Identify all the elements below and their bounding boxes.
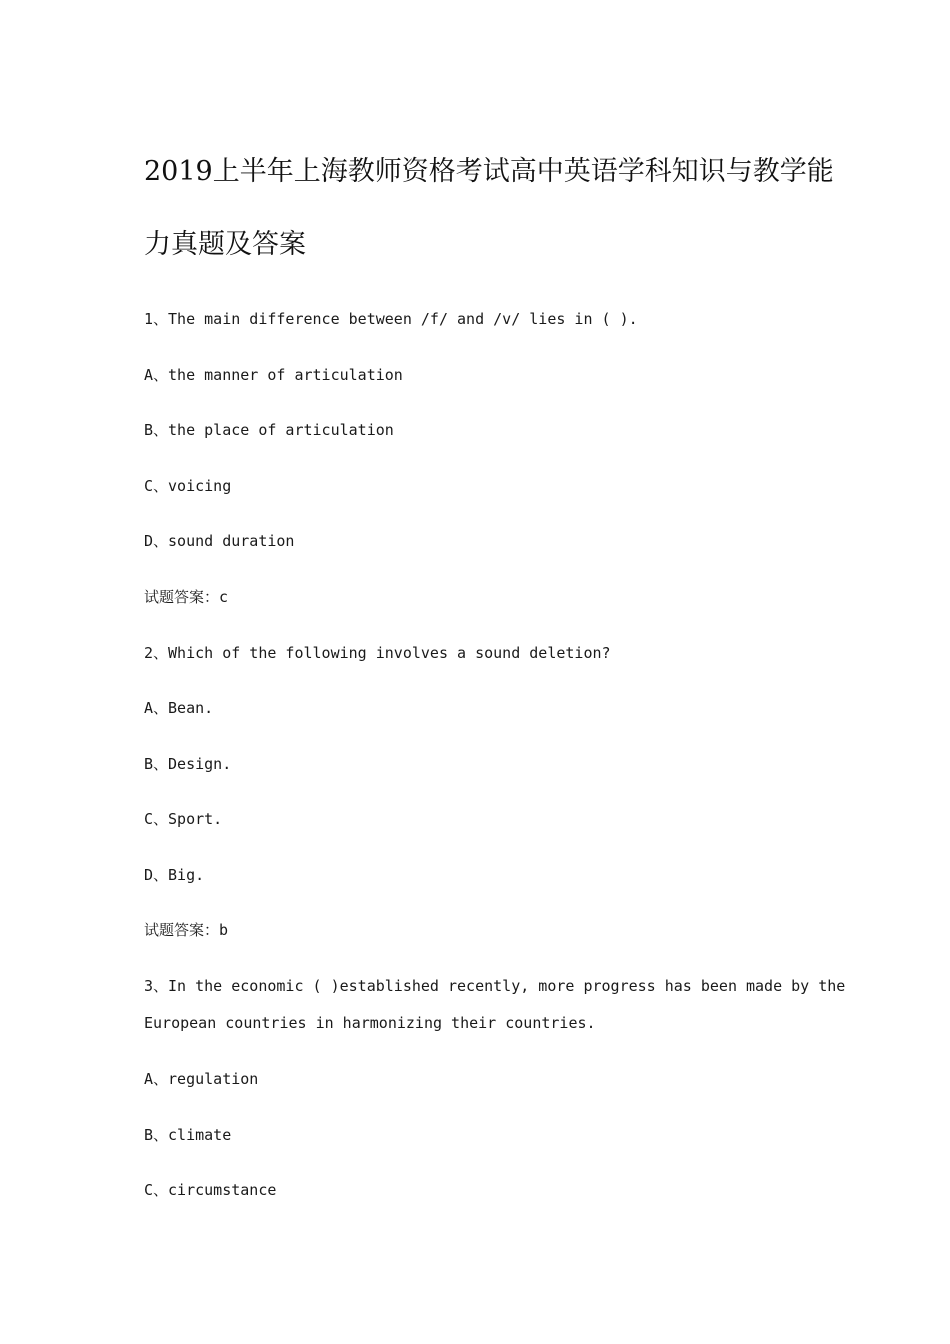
question-1-option-c: C、voicing bbox=[144, 477, 232, 495]
question-1-option-d: D、sound duration bbox=[144, 532, 295, 550]
question-3-stem-line-2: European countries in harmonizing their countries. bbox=[144, 1014, 596, 1032]
question-2-stem: 2、Which of the following involves a sound deletion? bbox=[144, 644, 611, 662]
document-title-line-1: 2019上半年上海教师资格考试高中英语学科知识与教学能 bbox=[144, 156, 834, 187]
question-1-option-b: B、the place of articulation bbox=[144, 421, 394, 439]
question-3-option-b: B、climate bbox=[144, 1126, 232, 1144]
question-2-answer: 试题答案：b bbox=[144, 921, 229, 939]
question-2-option-d: D、Big. bbox=[144, 866, 205, 884]
question-2-option-a: A、Bean. bbox=[144, 699, 214, 717]
question-3-option-a: A、regulation bbox=[144, 1070, 259, 1088]
question-2-option-b: B、Design. bbox=[144, 755, 232, 773]
question-1-option-a: A、the manner of articulation bbox=[144, 366, 403, 384]
question-3-stem-line-1: 3、In the economic ( )established recently, more progress has been made by the bbox=[144, 977, 846, 995]
question-3-option-c: C、circumstance bbox=[144, 1181, 277, 1199]
question-2-option-c: C、Sport. bbox=[144, 810, 223, 828]
question-1-stem: 1、The main difference between /f/ and /v/ lies in ( ). bbox=[144, 310, 638, 328]
document-title-line-2: 力真题及答案 bbox=[144, 229, 306, 260]
question-1-answer: 试题答案：c bbox=[144, 588, 229, 606]
